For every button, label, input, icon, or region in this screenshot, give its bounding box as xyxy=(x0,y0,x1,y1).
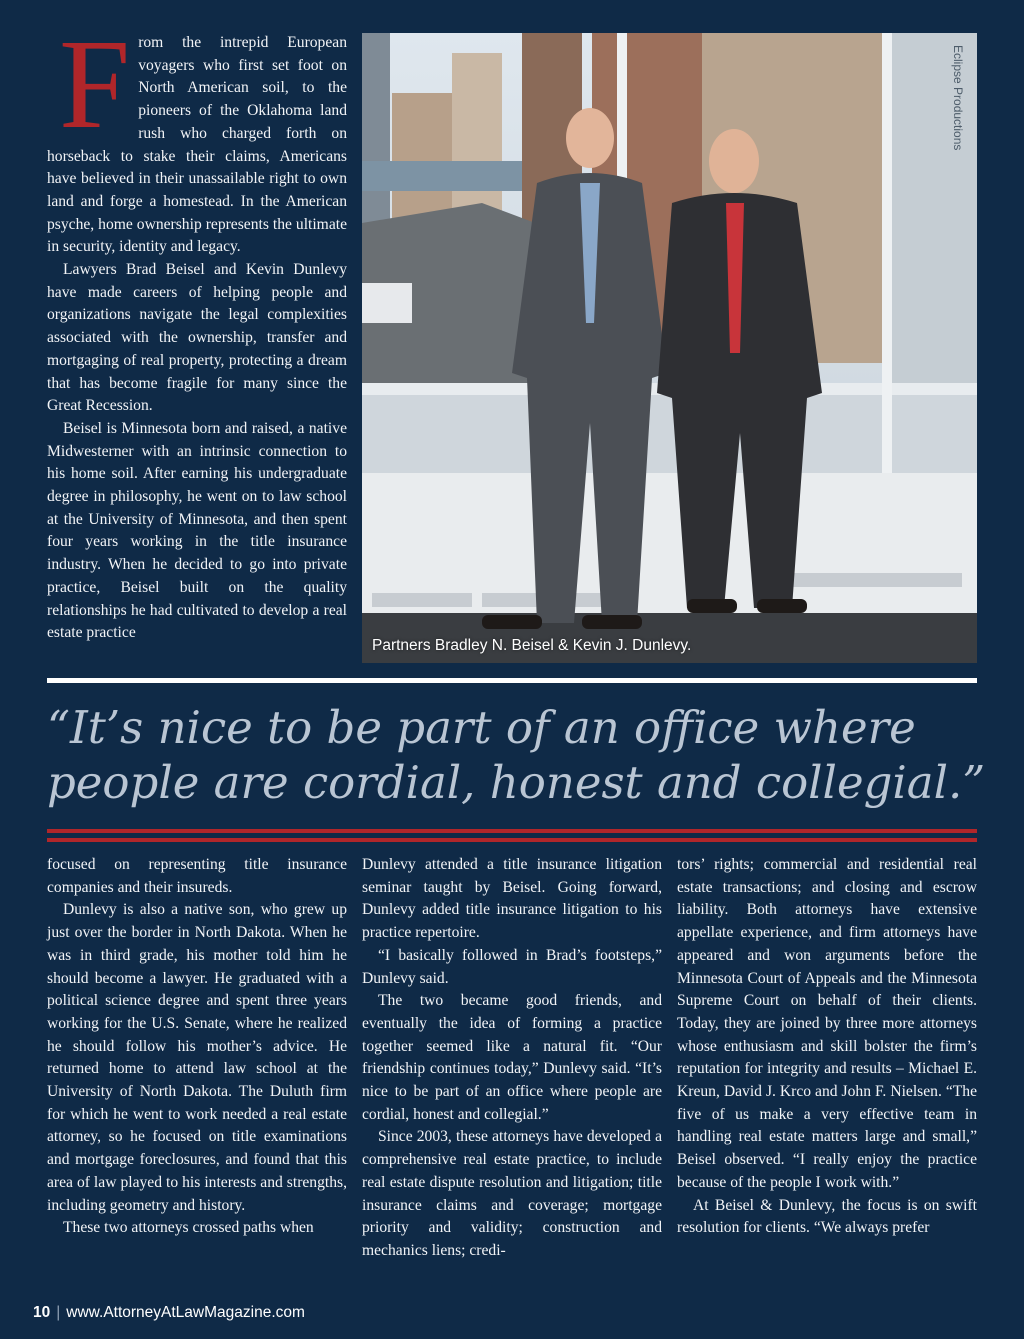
divider-red-1 xyxy=(47,829,977,833)
photo-caption: Partners Bradley N. Beisel & Kevin J. Dunlevy. xyxy=(372,637,692,654)
photo-illustration xyxy=(362,33,977,663)
partners-photo xyxy=(362,33,977,663)
pull-quote: “It’s nice to be part of an office where people are cordial, honest and collegial.” xyxy=(47,701,986,809)
intro-paragraph-2: Lawyers Brad Beisel and Kevin Dunlevy have made careers of helping people and organizations navigate the legal complexities associated with the ownership, transfer and mortgaging of real property, protecting a dream that has become fragile for many since the Great Recession. xyxy=(47,261,347,415)
body-column-2 xyxy=(362,854,662,1263)
col1-paragraph-2: Dunlevy is also a native son, who grew up just over the border in North Dakota. When he was in third grade, his mother told him he should become a lawyer. He graduated with a political science degree and spent three years working for the U.S. Senate, where he realized he should follow his mother’s advice. He returned home to attend law school at the University of North Dakota. The Duluth firm for which he went to work needed a real estate attorney, so he focused on title examinations and mortgage foreclosures, and found that this area of law played to his interests and strengths, including geometry and history. xyxy=(47,901,347,1214)
col1-paragraph-3: These two attorneys crossed paths when xyxy=(63,1219,314,1237)
intro-paragraph-1 xyxy=(47,13,347,259)
intro-column xyxy=(47,13,347,645)
divider-white xyxy=(47,678,977,683)
footer-separator: | xyxy=(56,1304,61,1321)
col3-paragraph-1: tors’ rights; commercial and residential real estate transactions; and closing and escrow liability. Both attorneys have extensive appellate experience, and firm attorneys have appeared and won arguments before the Minnesota Court of Appeals and the Minnesota Supreme Court on behalf of their clients. Today, they are joined by three more attorneys whose enthusiasm and skill bolster the firm’s reputation for integrity and results – Michael E. Kreun, David J. Krco and John F. Nielsen. “The five of us make a very effective team in handling real estate matters large and small,” Beisel observed. “I really enjoy the practice because of the people I work with.” xyxy=(677,856,977,1191)
body-column-1 xyxy=(47,854,347,1240)
col1-paragraph-1: focused on representing title insurance companies and their insureds. xyxy=(47,856,347,896)
footer-site-link[interactable]: www.AttorneyAtLawMagazine.com xyxy=(66,1304,305,1321)
col2-paragraph-3: The two became good friends, and eventually the idea of forming a practice together seemed like a natural fit. “Our friendship continues today,” Dunlevy said. “It’s nice to be part of an office where people are cordial, honest and collegial.” xyxy=(362,992,662,1123)
intro-paragraph-3: Beisel is Minnesota born and raised, a native Midwesterner with an intrinsic connection to his home soil. After earning his undergraduate degree in philosophy, he went on to law school at the University of Minnesota, and then spent four years working in the title insurance industry. When he decided to go into private practice, Beisel built on the quality relationships he had cultivated to develop a real estate practice xyxy=(47,419,347,642)
divider-red-2 xyxy=(47,838,977,842)
page-number: 10 xyxy=(33,1304,51,1321)
col2-paragraph-4: Since 2003, these attorneys have developed a comprehensive real estate practice, to include real estate dispute resolution and litigation; title insurance claims and coverage; mortgage priority and validity; construction and mechanics liens; credi- xyxy=(362,1128,662,1259)
photo-credit: Eclipse Productions xyxy=(951,45,965,151)
col3-paragraph-2: At Beisel & Dunlevy, the focus is on swift resolution for clients. “We always prefer xyxy=(677,1196,977,1237)
body-column-3 xyxy=(677,854,977,1240)
intro-text-1: rom the intrepid European voyagers who first set foot on North American soil, to the pioneers of the Oklahoma land rush who charged forth on horseback to stake their claims, Americans have believed in their unassailable right to own land and forge a homestead. In the American psyche, home ownership represents the ultimate in security, identity and legacy. xyxy=(47,34,347,256)
col2-paragraph-2: “I basically followed in Brad’s footsteps,” Dunlevy said. xyxy=(362,946,662,987)
col2-paragraph-1: Dunlevy attended a title insurance litigation seminar taught by Beisel. Going forward, Dunlevy added title insurance litigation to his practice repertoire. xyxy=(362,856,662,942)
page-footer xyxy=(33,1304,305,1322)
drop-cap: F xyxy=(59,13,131,155)
